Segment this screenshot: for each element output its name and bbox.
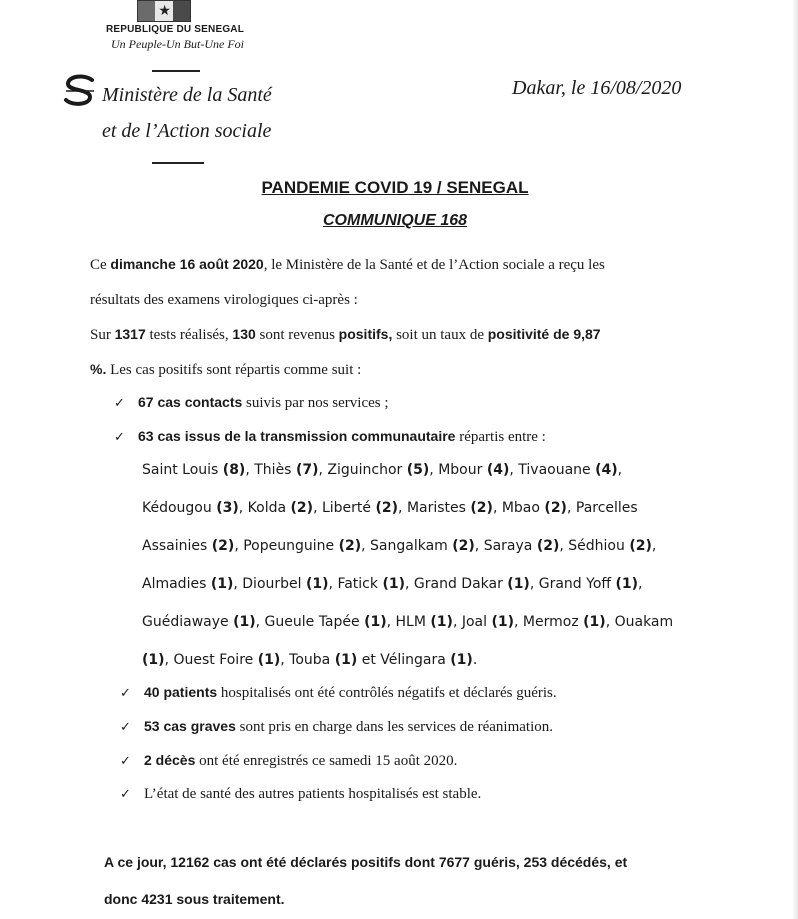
locality-count: (8) bbox=[222, 462, 246, 478]
locality-count: (3) bbox=[216, 500, 239, 516]
community-count: 63 cas issus de la transmission communautaire bbox=[138, 428, 456, 444]
positive-count: 130 bbox=[232, 326, 256, 342]
bullet-text: sont pris en charge dans les services de réanimation. bbox=[235, 719, 553, 735]
locality-count: (2) bbox=[375, 500, 399, 516]
conclusion-line-2: donc 4231 sous traitement. bbox=[104, 891, 285, 907]
bullet-community bbox=[114, 428, 546, 446]
deaths-count: 2 décès bbox=[144, 752, 196, 768]
locality-name: Sangalkam bbox=[370, 538, 448, 554]
document-date: Dakar, le 16/08/2020 bbox=[512, 77, 682, 99]
locality-name: Fatick bbox=[337, 576, 378, 592]
republic-label: REPUBLIQUE DU SENEGAL bbox=[105, 24, 245, 35]
locality-count: (1) bbox=[430, 614, 453, 630]
star-icon: ★ bbox=[158, 3, 171, 19]
localities-line-2: Kédougou (3), Kolda (2), Liberté (2), Maristes (2), Mbao (2), Parcelles bbox=[142, 500, 638, 516]
tests-count: 1317 bbox=[114, 326, 146, 342]
positivity-rate: positivité de 9,87 bbox=[487, 326, 601, 342]
flag-stripe-right bbox=[173, 1, 190, 21]
positive-label: positifs, bbox=[338, 326, 393, 342]
locality-count: (1) bbox=[382, 576, 405, 592]
locality-name: Mermoz bbox=[522, 614, 579, 630]
intro-line-4 bbox=[90, 361, 361, 379]
contacts-count: 67 cas contacts bbox=[138, 394, 243, 410]
check-icon: ✓ bbox=[120, 720, 131, 735]
locality-name: Tivaouane bbox=[518, 462, 591, 478]
header-rule-bottom bbox=[152, 162, 204, 164]
locality-name: Diourbel bbox=[242, 576, 302, 592]
ministry-name-line2: et de l’Action sociale bbox=[102, 120, 272, 142]
localities-line-3: Assainies (2), Popeunguine (2), Sangalkam (2), Saraya (2), Sédhiou (2), bbox=[142, 538, 657, 554]
locality-count: (1) bbox=[306, 576, 329, 592]
locality-count: (2) bbox=[544, 500, 567, 516]
locality-count: (4) bbox=[595, 462, 618, 478]
locality-name-part: Parcelles bbox=[575, 500, 638, 516]
locality-name: Vélingara bbox=[380, 652, 446, 668]
check-icon: ✓ bbox=[120, 686, 131, 701]
bullet-text: hospitalisés ont été contrôlés négatifs et déclarés guéris. bbox=[217, 685, 557, 701]
locality-name: Kolda bbox=[247, 500, 287, 516]
locality-name: Thiès bbox=[254, 462, 292, 478]
intro-text: soit un taux de bbox=[392, 327, 488, 343]
locality-count: (2) bbox=[536, 538, 560, 554]
localities-line-5: Guédiawaye (1), Gueule Tapée (1), HLM (1), Joal (1), Mermoz (1), Ouakam bbox=[142, 614, 674, 630]
locality-count: (2) bbox=[629, 538, 652, 554]
locality-count: (1) bbox=[364, 614, 387, 630]
intro-line-3 bbox=[90, 326, 601, 344]
locality-name: Joal bbox=[461, 614, 488, 630]
locality-count: (2) bbox=[452, 538, 475, 554]
bullet-deces bbox=[120, 752, 457, 770]
check-icon: ✓ bbox=[120, 754, 131, 769]
locality-name: Saint Louis bbox=[142, 462, 219, 478]
intro-text: sont revenus bbox=[255, 327, 339, 343]
bullet-stable bbox=[120, 786, 481, 803]
locality-name: Maristes bbox=[406, 500, 466, 516]
check-icon: ✓ bbox=[114, 430, 125, 445]
locality-count: (1) bbox=[450, 652, 473, 668]
national-motto: Un Peuple-Un But-Une Foi bbox=[111, 37, 244, 51]
positivity-percent: %. bbox=[90, 361, 107, 377]
locality-count: (1) bbox=[233, 614, 256, 630]
locality-count: (1) bbox=[334, 652, 358, 668]
locality-name: HLM bbox=[395, 614, 426, 630]
locality-name: Sédhiou bbox=[568, 538, 625, 554]
locality-count: (2) bbox=[211, 538, 235, 554]
flag-stripe-middle bbox=[155, 1, 172, 21]
bullet-text: suivis par nos services ; bbox=[242, 395, 389, 411]
ministry-name-line1: Ministère de la Santé bbox=[102, 84, 272, 106]
locality-count: (1) bbox=[210, 576, 234, 592]
intro-line-1 bbox=[90, 256, 605, 274]
locality-name: Liberté bbox=[321, 500, 372, 516]
bullet-graves bbox=[120, 718, 553, 736]
bullet-text: ont été enregistrés ce samedi 15 août 2020. bbox=[195, 753, 458, 769]
locality-count: (1) bbox=[142, 652, 165, 668]
ministry-logo-icon bbox=[62, 74, 98, 108]
locality-name: Saraya bbox=[483, 538, 533, 554]
locality-count: (5) bbox=[406, 462, 430, 478]
intro-line-2: résultats des examens virologiques ci-après : bbox=[90, 292, 358, 308]
flag-stripe-left bbox=[138, 1, 155, 21]
intro-text: Les cas positifs sont répartis comme suit : bbox=[106, 362, 362, 378]
locality-name: Grand Yoff bbox=[538, 576, 612, 592]
communique-number: COMMUNIQUE 168 bbox=[322, 212, 468, 229]
page-edge-shadow bbox=[792, 0, 798, 919]
localities-line-6: (1), Ouest Foire (1), Touba (1) et Vélingara (1). bbox=[142, 652, 478, 668]
localities-line-1: Saint Louis (8), Thiès (7), Ziguinchor (5), Mbour (4), Tivaouane (4), bbox=[142, 462, 623, 478]
conclusion-line-1: A ce jour, 12162 cas ont été déclarés positifs dont 7677 guéris, 253 décédés, et bbox=[104, 854, 628, 870]
locality-count: (4) bbox=[486, 462, 510, 478]
bullet-contacts bbox=[114, 394, 389, 412]
intro-date: dimanche 16 août 2020 bbox=[110, 256, 264, 272]
locality-count: (7) bbox=[295, 462, 319, 478]
locality-count: (1) bbox=[615, 576, 639, 592]
locality-name: Kédougou bbox=[142, 500, 212, 516]
header-rule-top bbox=[152, 70, 200, 72]
locality-count: (1) bbox=[507, 576, 530, 592]
locality-count: (2) bbox=[290, 500, 314, 516]
locality-count: (2) bbox=[338, 538, 362, 554]
intro-text: tests réalisés, bbox=[145, 327, 233, 343]
bullet-text: répartis entre : bbox=[455, 429, 546, 445]
intro-text: Sur bbox=[90, 327, 115, 343]
document-title: PANDEMIE COVID 19 / SENEGAL bbox=[261, 178, 529, 197]
bullet-hospitalized bbox=[120, 684, 557, 702]
senegal-flag bbox=[137, 0, 191, 22]
locality-name: Ouakam bbox=[614, 614, 674, 630]
locality-name: Grand Dakar bbox=[413, 576, 503, 592]
intro-text: Ce bbox=[90, 257, 111, 273]
locality-name: Mbour bbox=[438, 462, 483, 478]
locality-name: Popeunguine bbox=[243, 538, 335, 554]
cured-count: 40 patients bbox=[144, 684, 218, 700]
bullet-text: L’état de santé des autres patients hospitalisés est stable. bbox=[144, 786, 482, 802]
check-icon: ✓ bbox=[120, 787, 131, 802]
locality-name: Almadies bbox=[142, 576, 207, 592]
check-icon: ✓ bbox=[114, 396, 125, 411]
locality-name: Gueule Tapée bbox=[264, 614, 360, 630]
locality-name: Mbao bbox=[501, 500, 540, 516]
locality-name: Guédiawaye bbox=[142, 614, 229, 630]
locality-name: Ziguinchor bbox=[327, 462, 403, 478]
locality-name-part: Assainies bbox=[142, 538, 208, 554]
severe-count: 53 cas graves bbox=[144, 718, 236, 734]
locality-count: (1) bbox=[257, 652, 281, 668]
localities-line-4: Almadies (1), Diourbel (1), Fatick (1), Grand Dakar (1), Grand Yoff (1), bbox=[142, 576, 643, 592]
locality-count: (1) bbox=[491, 614, 515, 630]
locality-name: Touba bbox=[289, 652, 331, 668]
locality-name: Ouest Foire bbox=[173, 652, 254, 668]
locality-count: (2) bbox=[470, 500, 493, 516]
locality-count: (1) bbox=[583, 614, 606, 630]
intro-text: , le Ministère de la Santé et de l’Action sociale a reçu les bbox=[263, 257, 605, 273]
